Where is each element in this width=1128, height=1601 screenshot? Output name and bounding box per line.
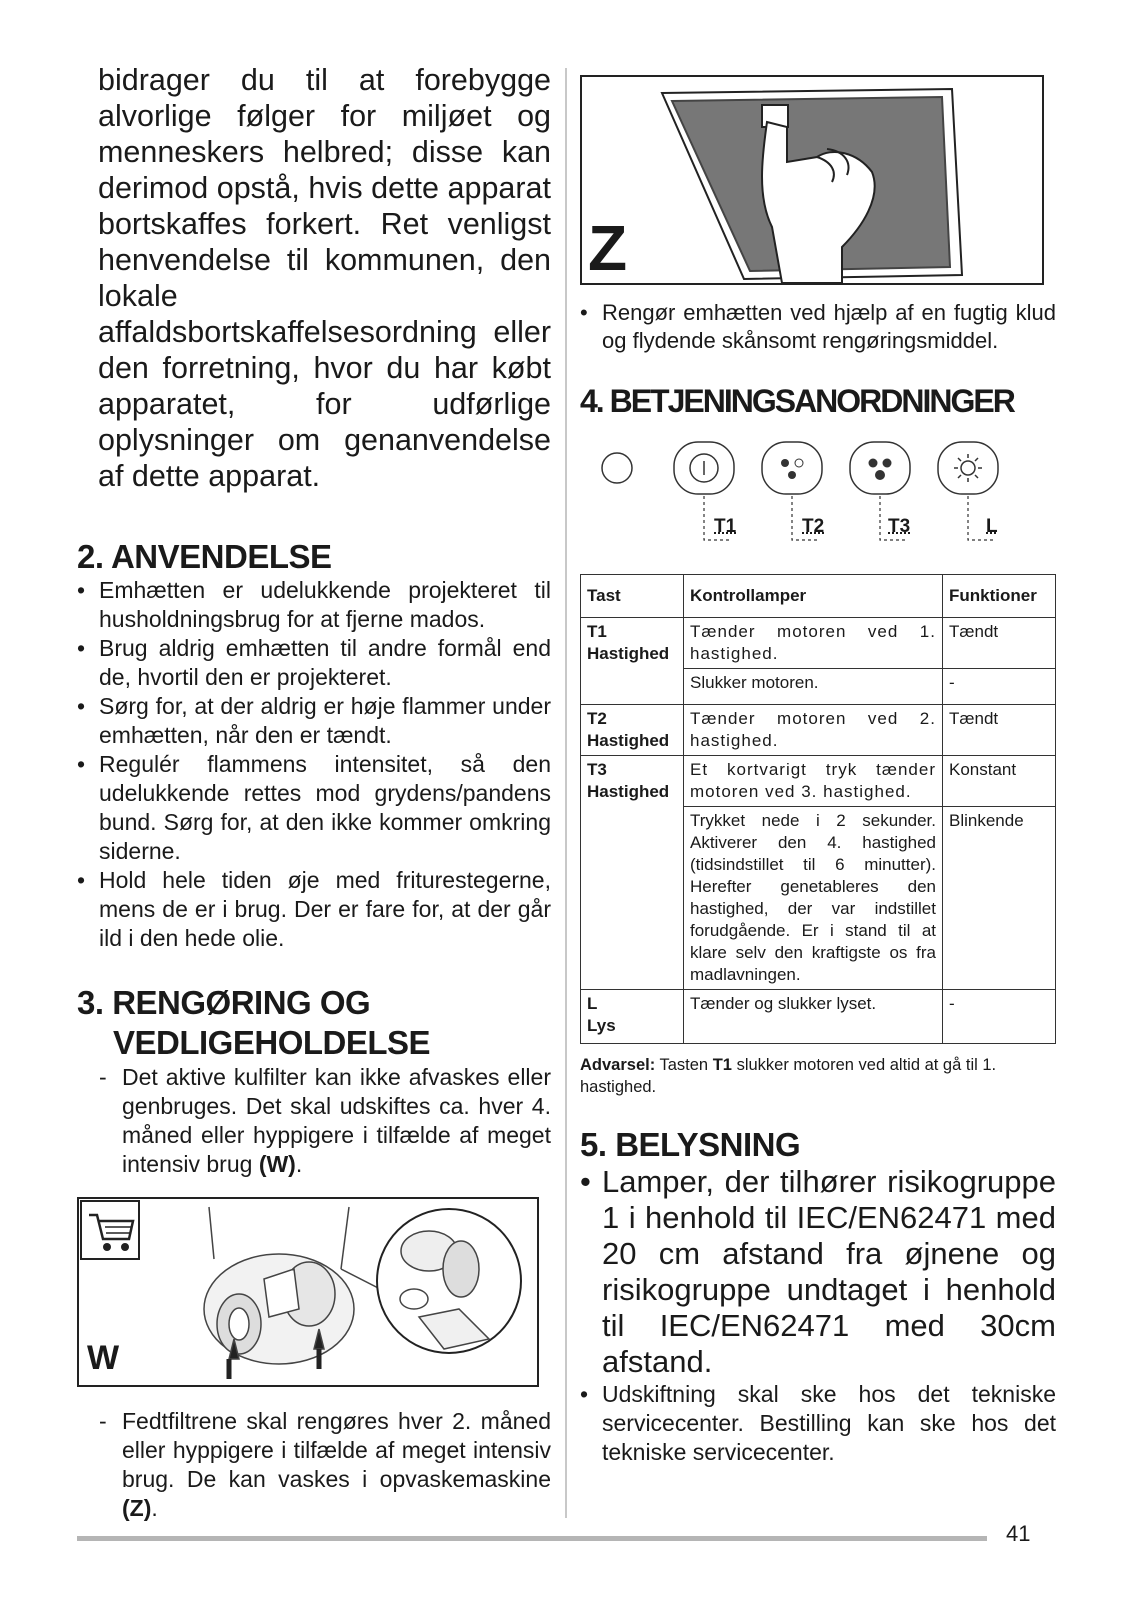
table-key-cell: T1 Hastighed [581,618,684,705]
list-item: • Lamper, der tilhører risikogruppe 1 i henhold til IEC/EN62471 med 20 cm afstand fra øjnene og risikogruppe undtaget i henhold til IEC/EN62471 med 30cm afstand. [580,1164,1056,1380]
column-divider [565,68,567,1518]
warning-note [580,1054,1056,1098]
table-func-cell: Tændt [943,618,1056,669]
section-3-list-2 [77,1407,551,1523]
cleaning-list [580,299,1056,355]
charcoal-filter-illustration [79,1199,537,1385]
light-button [938,442,998,494]
control-panel [580,430,1056,558]
control-panel-illustration [580,430,1056,558]
table-header: Funktioner [943,575,1056,618]
table-func-cell: Tændt [943,705,1056,756]
figure-w-label: W [87,1339,120,1377]
table-func-cell: Konstant [943,756,1056,807]
table-row [581,705,1056,756]
figure-z-label: Z [588,212,628,284]
table-key-cell: T2 Hastighed [581,705,684,756]
figure-reference: (W) [258,1151,296,1177]
list-item: • Regulér flammens intensitet, så den udelukkende rettes mod grydens/pandens bund. Sørg for, at den ikke kommer omkring siderne. [77,750,551,866]
table-func-cell: - [943,990,1056,1044]
list-item-text: Det aktive kulfilter kan ikke afvaskes eller genbruges. Det skal udskiftes ca. hver 4. måned eller hyppigere i tilfælde af meget intensiv brug [122,1064,551,1177]
section-3-title-line-2: VEDLIGEHOLDELSE [113,1024,431,1061]
section-5-list-big [580,1164,1056,1380]
left-column [77,62,551,1523]
shopping-cart-icon [81,1201,139,1259]
section-4-title: 4. BETJENINGSANORDNINGER [580,383,1014,419]
section-5-title: 5. BELYSNING [580,1126,801,1163]
table-header: Tast [581,575,684,618]
t2-button [762,442,822,494]
footer-line [77,1536,987,1541]
t1-label: T1 [714,516,737,537]
section-2-title: 2. ANVENDELSE [77,538,332,575]
section-3-list-1 [77,1063,551,1179]
hood-illustration [204,1207,521,1379]
t3-button [850,442,910,494]
section-2-list [77,576,551,953]
table-header: Kontrollamper [684,575,943,618]
controls-table [580,574,1056,1044]
l-label: L [986,516,998,537]
table-desc-cell: Et kortvarigt tryk tænder motoren ved 3. hastighed. [684,756,943,807]
table-key-cell: L Lys [581,990,684,1044]
list-item: • Sørg for, at der aldrig er høje flammer under emhætten, når den er tændt. [77,692,551,750]
table-desc-cell: Trykket nede i 2 sekunder. Aktiverer den 4. hastighed (tidsindstillet til 6 minutter). Herefter genetableres den hastighed, der var indstillet forudgående. Er i stand til at klare selv den kraftigste os fra madlavningen. [684,807,943,990]
right-column [580,75,1056,1467]
table-func-cell: - [943,669,1056,705]
list-item: • Brug aldrig emhætten til andre formål end de, hvortil den er projekteret. [77,634,551,692]
table-func-cell: Blinkende [943,807,1056,990]
list-item: • Udskiftning skal ske hos det tekniske servicecenter. Bestilling kan ske hos det tekniske servicecenter. [580,1380,1056,1467]
t1-button [674,442,734,494]
list-item: - Fedtfiltrene skal rengøres hver 2. måned eller hyppigere i tilfælde af meget intensiv brug. De kan vaskes i opvaskemaskine (Z). [77,1407,551,1523]
intro-paragraph: bidrager du til at forebygge alvorlige følger for miljøet og menneskers helbred; disse kan derimod opstå, hvis dette apparat bortskaffes forkert. Ret venligst henvendelse til kommunen, den lokale affaldsbortskaffelsesordning eller den forretning, hvor du har købt apparatet, for udførlige oplysninger om genanvendelse af dette apparat. [98,63,551,493]
table-row [581,990,1056,1044]
list-item: • Hold hele tiden øje med friturestegerne, mens de er i brug. Der er fare for, at der går ild i den hede olie. [77,866,551,953]
section-3-title [77,983,551,1063]
list-item: - Det aktive kulfilter kan ikke afvaskes eller genbruges. Det skal udskiftes ca. hver 4. måned eller hyppigere i tilfælde af meget intensiv brug (W). [77,1063,551,1179]
list-item: • Emhætten er udelukkende projekteret til husholdningsbrug for at fjerne mados. [77,576,551,634]
table-desc-cell: Tænder og slukker lyset. [684,990,943,1044]
page-number: 41 [1006,1521,1031,1546]
figure-w [77,1197,539,1387]
t3-label: T3 [888,516,911,537]
grease-filter-illustration [582,77,1042,283]
t2-label: T2 [802,516,825,537]
list-item-text: Fedtfiltrene skal rengøres hver 2. måned eller hyppigere i tilfælde af meget intensiv brug. De kan vaskes i opvaskemaskine [122,1408,551,1492]
figure-z [580,75,1044,285]
warning-text: Tasten [659,1056,709,1074]
section-3-title-line-1: 3. RENGØRING OG [77,984,371,1021]
warning-label: Advarsel: [580,1056,656,1074]
warning-text: slukker motoren ved altid at gå til 1. hastighed. [580,1056,997,1096]
table-desc-cell: Slukker motoren. [684,669,943,705]
figure-reference: (Z) [122,1495,152,1521]
table-desc-cell: Tænder motoren ved 2. hastighed. [684,705,943,756]
table-key-cell: T3 Hastighed [581,756,684,990]
section-5-list-small [580,1380,1056,1467]
table-desc-cell: Tænder motoren ved 1. hastighed. [684,618,943,669]
warning-key: T1 [712,1056,732,1074]
table-row [581,618,1056,669]
list-item: • Rengør emhætten ved hjælp af en fugtig klud og flydende skånsomt rengøringsmiddel. [580,299,1056,355]
table-row [581,756,1056,807]
